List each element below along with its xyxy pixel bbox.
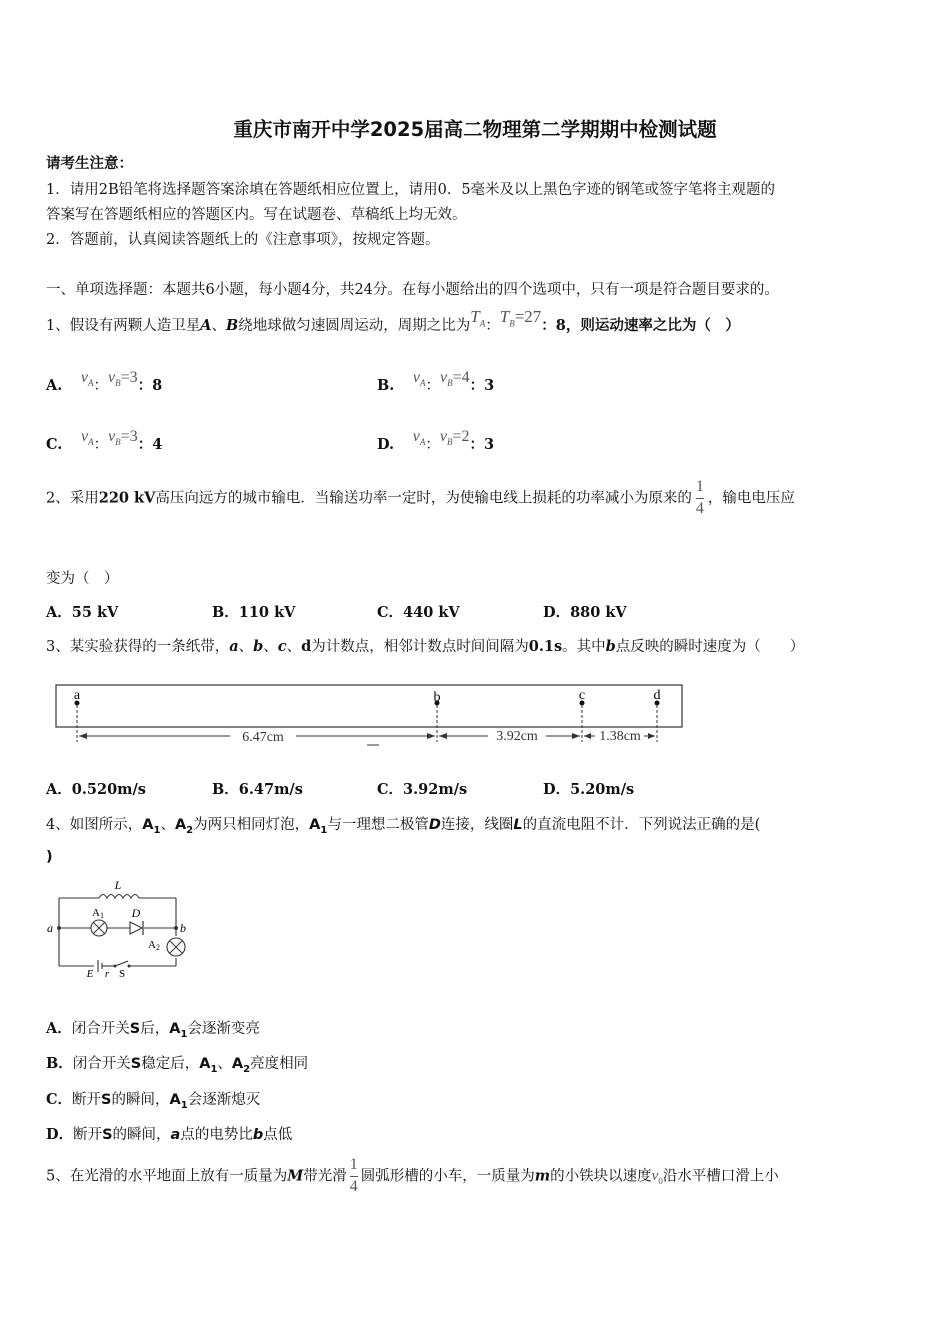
q2-option-d[interactable]: D．880 kV bbox=[543, 604, 627, 621]
diode-icon bbox=[130, 921, 143, 935]
q3-option-b[interactable]: B．6.47m/s bbox=[212, 781, 303, 798]
q2-option-c[interactable]: C．440 kV bbox=[377, 604, 460, 621]
page-title: 重庆市南开中学2025届高二物理第二学期期中检测试题 bbox=[233, 118, 717, 141]
svg-text:a: a bbox=[47, 921, 53, 935]
question-2-line-2: 变为（ ） bbox=[46, 571, 119, 587]
tape-label-b: b bbox=[433, 690, 441, 705]
q4-option-a[interactable]: A．闭合开关S后，$A_1$会逐渐变亮 bbox=[46, 1020, 260, 1040]
q4-option-d[interactable]: D．断开S的瞬间，a点的电势比b点低 bbox=[46, 1126, 293, 1143]
svg-text:A1: A1 bbox=[92, 907, 104, 920]
q1-option-a[interactable]: A. $v_A$：$v_B=3$：8 bbox=[46, 369, 163, 394]
distance-cd: 1.38cm bbox=[599, 729, 641, 744]
lamp-a1-icon bbox=[91, 920, 107, 936]
q3-option-d[interactable]: D．5.20m/s bbox=[543, 781, 635, 798]
question-3-stem: 3、某实验获得的一条纸带，a、b、c、d为计数点，相邻计数点时间间隔为0.1s。其中b点反映的瞬时速度为（ ） bbox=[46, 638, 805, 655]
q3-option-c[interactable]: C．3.92m/s bbox=[377, 781, 468, 798]
question-5-stem: 5、在光滑的水平地面上放有一质量为M带光滑 $\frac{1}{4}$ 圆弧形槽的小车，一质量为m的小铁块以速度$v_0$沿水平槽口滑上小 bbox=[46, 1156, 779, 1195]
question-2-stem: 2、采用220 kV高压向远方的城市输电．当输送功率一定时，为使输电线上损耗的功率减小为原来的 $\frac{1}{4}$ ，输电电压应 bbox=[46, 478, 795, 517]
notice-line-1: 1．请用2B铅笔将选择题答案涂填在答题纸相应位置上，请用0．5毫米及以上黑色字迹的钢笔或签字笔将主观题的 bbox=[46, 182, 776, 198]
distance-bc: 3.92cm bbox=[496, 729, 538, 744]
fraction-one-quarter-q5: $\frac{1}{4}$ bbox=[349, 1156, 358, 1195]
distance-ab: 6.47cm bbox=[242, 730, 284, 745]
question-4-close: ) bbox=[46, 849, 53, 865]
question-1-stem: 1、假设有两颗人造卫星A、B绕地球做匀速圆周运动，周期之比为$T_A$：$T_B=27$：8，则运动速率之比为（ ） bbox=[46, 307, 740, 334]
switch-icon bbox=[114, 961, 131, 968]
svg-text:A2: A2 bbox=[148, 939, 160, 952]
q1-option-d[interactable]: D. $v_A$：$v_B=2$：3 bbox=[377, 428, 495, 453]
inductor-coil bbox=[99, 895, 139, 899]
fraction-one-quarter: $\frac{1}{4}$ bbox=[695, 478, 704, 517]
paper-tape-figure bbox=[50, 680, 690, 752]
notice-line-2: 答案写在答题纸相应的答题区内。写在试题卷、草稿纸上均无效。 bbox=[46, 207, 467, 223]
svg-text:S: S bbox=[118, 968, 126, 980]
q3-option-a[interactable]: A．0.520m/s bbox=[46, 781, 146, 798]
tape-label-a: a bbox=[73, 688, 81, 703]
tape-label-c: c bbox=[578, 688, 586, 703]
section-heading: 一、单项选择题：本题共6小题，每小题4分，共24分。在每小题给出的四个选项中，只有一项是符合题目要求的。 bbox=[46, 282, 779, 298]
question-4-stem: 4、如图所示，$A_1$、$A_2$为两只相同灯泡，$A_1$与一理想二极管D连接，线圈L的直流电阻不计．下列说法正确的是( bbox=[46, 817, 761, 836]
q1-option-c[interactable]: C. $v_A$：$v_B=3$：4 bbox=[46, 428, 163, 453]
notice-line-3: 2．答题前，认真阅读答题纸上的《注意事项》，按规定答题。 bbox=[46, 232, 440, 248]
q1-option-b[interactable]: B. $v_A$：$v_B=4$：3 bbox=[377, 369, 495, 394]
q2-option-a[interactable]: A．55 kV bbox=[46, 604, 119, 621]
svg-text:D: D bbox=[131, 906, 141, 920]
tape-label-d: d bbox=[653, 688, 661, 703]
q4-option-b[interactable]: B．闭合开关S稳定后，$A_1$、$A_2$亮度相同 bbox=[46, 1055, 309, 1075]
tape-outline bbox=[56, 685, 682, 727]
svg-text:b: b bbox=[180, 921, 186, 935]
notice-heading: 请考生注意： bbox=[46, 155, 133, 172]
q4-option-c[interactable]: C．断开S的瞬间，$A_1$会逐渐熄灭 bbox=[46, 1091, 261, 1111]
q2-option-b[interactable]: B．110 kV bbox=[212, 604, 296, 621]
svg-text:r: r bbox=[104, 968, 110, 980]
svg-text:E: E bbox=[86, 968, 94, 980]
lamp-a2-icon bbox=[167, 938, 185, 956]
circuit-diagram bbox=[44, 876, 194, 984]
svg-text:L: L bbox=[114, 878, 122, 892]
